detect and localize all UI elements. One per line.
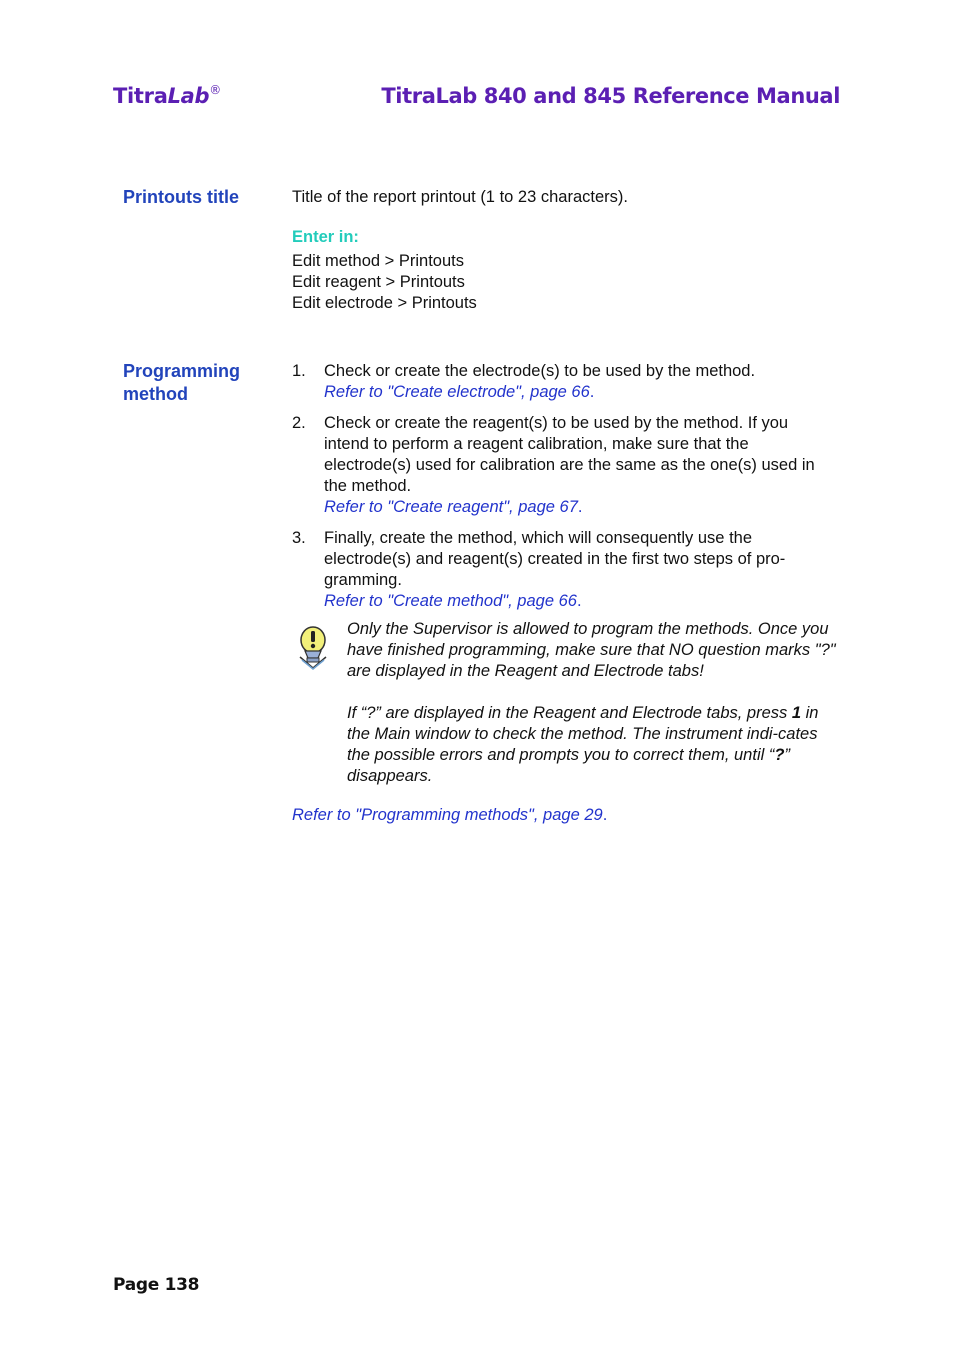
enter-in-label: Enter in:: [292, 228, 359, 246]
note-paragraph: If “?” are displayed in the Reagent and Electrode tabs, press 1 in the Main window to check the method. The instrument indi-cates the possible errors and prompts you to correct them, until “?” disappears.: [347, 704, 819, 785]
label-line: method: [123, 384, 188, 404]
step-item: 1. Check or create the electrode(s) to be used by the method. Refer to "Create electrode", page 66.: [292, 361, 837, 403]
warning-bulb-icon: [296, 624, 330, 670]
step-text: Finally, create the method, which will consequently use the electrode(s) and reagent(s) created in the first two steps of pro-gramming.: [324, 529, 786, 589]
enter-in-item: Edit electrode > Printouts: [292, 294, 477, 312]
step-text: Check or create the electrode(s) to be used by the method.: [324, 362, 756, 380]
step-number: 3.: [292, 529, 306, 547]
programming-method-label: [123, 360, 273, 406]
supervisor-note: [347, 619, 837, 787]
programming-methods-ref: Refer to "Programming methods", page 29.: [292, 806, 608, 824]
manual-title: TitraLab 840 and 845 Reference Manual: [381, 84, 840, 108]
step-number: 1.: [292, 362, 306, 380]
brand-prefix: Titra: [113, 84, 168, 108]
create-reagent-link[interactable]: Refer to "Create reagent", page 67: [324, 498, 578, 516]
enter-in-item: Edit method > Printouts: [292, 252, 464, 270]
enter-in-item: Edit reagent > Printouts: [292, 273, 465, 291]
printouts-title-label: Printouts title: [123, 187, 239, 207]
page-number: Page 138: [113, 1275, 200, 1295]
create-electrode-link[interactable]: Refer to "Create electrode", page 66: [324, 383, 590, 401]
label-line: Programming: [123, 361, 241, 381]
step-item: 2. Check or create the reagent(s) to be used by the method. If you intend to perform a reagent calibration, make sure that the electrode(s) used for calibration are the same as the one(s) used in the method. Refer to "Create reagent", page 67.: [292, 413, 837, 518]
brand-logo: [113, 84, 221, 108]
printouts-title-description: Title of the report printout (1 to 23 characters).: [292, 188, 628, 206]
programming-methods-link[interactable]: Refer to "Programming methods", page 29: [292, 806, 603, 824]
step-number: 2.: [292, 414, 306, 432]
step-item: 3. Finally, create the method, which will consequently use the electrode(s) and reagent(s) created in the first two steps of pro-gramming. Refer to "Create method", page 66.: [292, 528, 837, 612]
registered-mark: ®: [209, 83, 221, 97]
create-method-link[interactable]: Refer to "Create method", page 66: [324, 592, 577, 610]
programming-steps-list: [292, 361, 837, 622]
key-1: 1: [791, 704, 802, 722]
note-paragraph: Only the Supervisor is allowed to program the methods. Once you have finished programming, make sure that NO question marks "?" are displayed in the Reagent and Electrode tabs!: [347, 620, 836, 680]
enter-in-list: [292, 251, 477, 314]
brand-suffix: Lab: [167, 84, 210, 108]
question-mark-symbol: ?: [774, 746, 785, 764]
step-text: Check or create the reagent(s) to be used by the method. If you intend to perform a reagent calibration, make sure that the electrode(s) used for calibration are the same as the one(s) used in the method.: [324, 414, 815, 495]
